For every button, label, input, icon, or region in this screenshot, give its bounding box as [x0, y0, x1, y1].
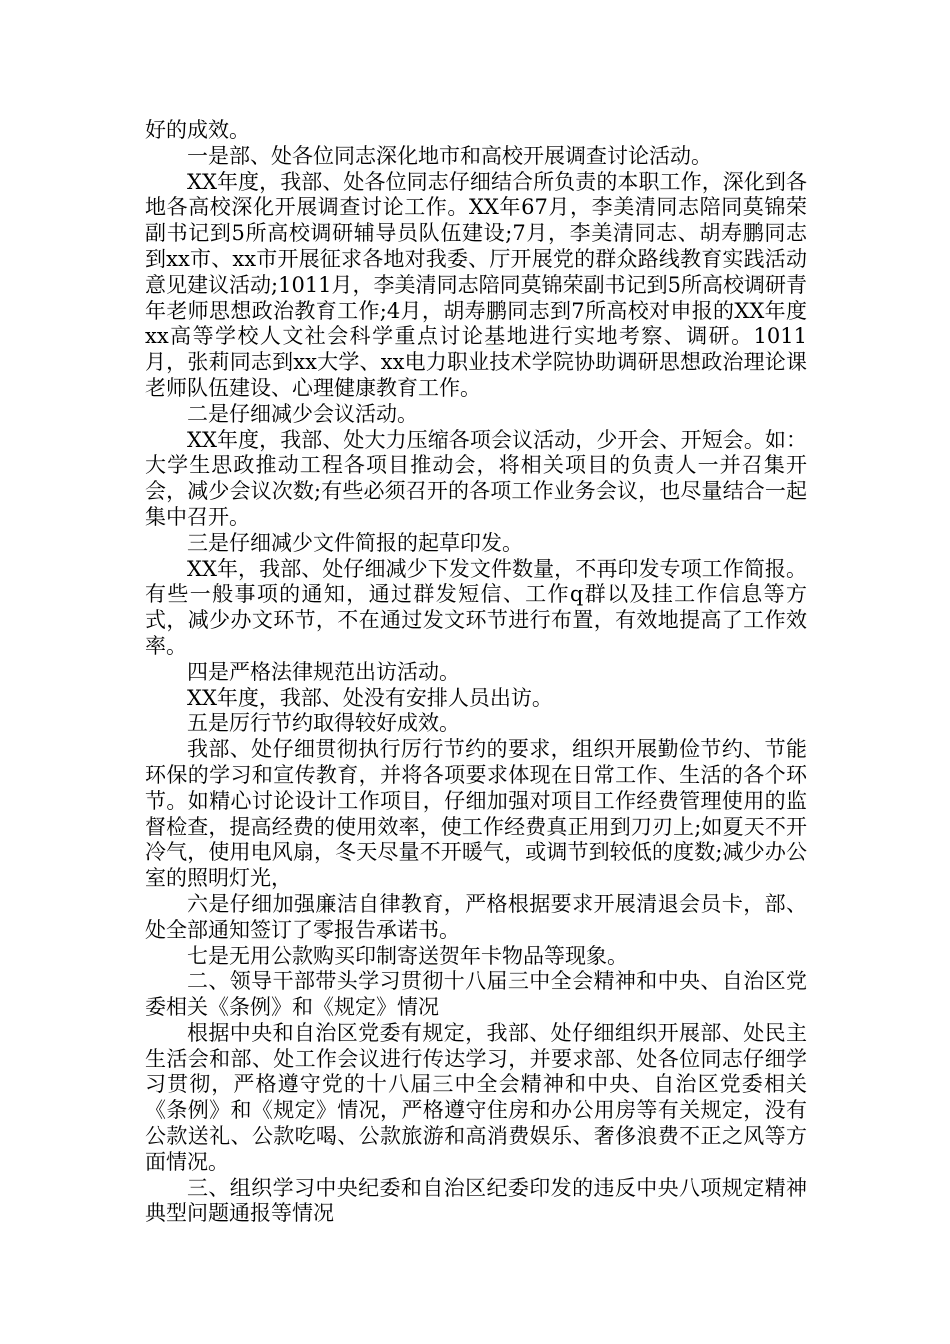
paragraph: 我部、处仔细贯彻执行厉行节约的要求，组织开展勤俭节约、节能环保的学习和宣传教育，并将各项要求体现在日常工作、生活的各个环节。如精心讨论设计工作项目，仔细加强对项目工作经费管理使用的监督检查，提高经费的使用效率，使工作经费真正用到刀刃上;如夏天不开冷气，使用电风扇，冬天尽量不开暖气，或调节到较低的度数;减少办公室的照明灯光，: [145, 737, 807, 891]
paragraph: 根据中央和自治区党委有规定，我部、处仔细组织开展部、处民主生活会和部、处工作会议进行传达学习，并要求部、处各位同志仔细学习贯彻，严格遵守党的十八届三中全会精神和中央、自治区党委相关《条例》和《规定》情况，严格遵守住房和办公用房等有关规定，没有公款送礼、公款吃喝、公款旅游和高消费娱乐、奢侈浪费不正之风等方面情况。: [145, 1020, 807, 1174]
paragraph: 二、领导干部带头学习贯彻十八届三中全会精神和中央、自治区党委相关《条例》和《规定》情况: [145, 969, 807, 1020]
paragraph: XX年度，我部、处大力压缩各项会议活动，少开会、开短会。如：大学生思政推动工程各项目推动会，将相关项目的负责人一并召集开会，减少会议次数;有些必须召开的各项工作业务会议，也尽量结合一起集中召开。: [145, 427, 807, 529]
paragraph: 四是严格法律规范出访活动。: [187, 659, 460, 684]
paragraph: 二是仔细减少会议活动。: [187, 401, 418, 426]
paragraph: 三是仔细减少文件简报的起草印发。: [187, 530, 523, 555]
paragraph: 好的成效。: [145, 118, 250, 142]
paragraph: 三、组织学习中央纪委和自治区纪委印发的违反中央八项规定精神典型问题通报等情况: [145, 1175, 807, 1226]
paragraph: XX年度，我部、处各位同志仔细结合所负责的本职工作，深化到各地各高校深化开展调查讨论工作。XX年67月，李美清同志陪同莫锦荣副书记到5所高校调研辅导员队伍建设;7月，李美清同志、胡寿鹏同志到xx市、xx市开展征求各地对我委、厅开展党的群众路线教育实践活动意见建议活动;1011月，李美清同志陪同莫锦荣副书记到5所高校调研青年老师思想政治教育工作;4月，胡寿鹏同志到7所高校对申报的XX年度xx高等学校人文社会科学重点讨论基地进行实地考察、调研。1011月，张莉同志到xx大学、xx电力职业技术学院协助调研思想政治理论课老师队伍建设、心理健康教育工作。: [145, 169, 807, 400]
document-body: [145, 118, 807, 1227]
paragraph: 一是部、处各位同志深化地市和高校开展调查讨论活动。: [187, 143, 712, 168]
paragraph: XX年度，我部、处没有安排人员出访。: [187, 685, 553, 710]
paragraph: 五是厉行节约取得较好成效。: [187, 711, 460, 736]
paragraph: 六是仔细加强廉洁自律教育，严格根据要求开展清退会员卡，部、处全部通知签订了零报告承诺书。: [145, 891, 807, 942]
paragraph: XX年，我部、处仔细减少下发文件数量，不再印发专项工作简报。有些一般事项的通知，通过群发短信、工作q群以及挂工作信息等方式，减少办文环节，不在通过发文环节进行布置，有效地提高了工作效率。: [145, 556, 807, 658]
paragraph: 七是无用公款购买印制寄送贺年卡物品等现象。: [187, 943, 628, 968]
